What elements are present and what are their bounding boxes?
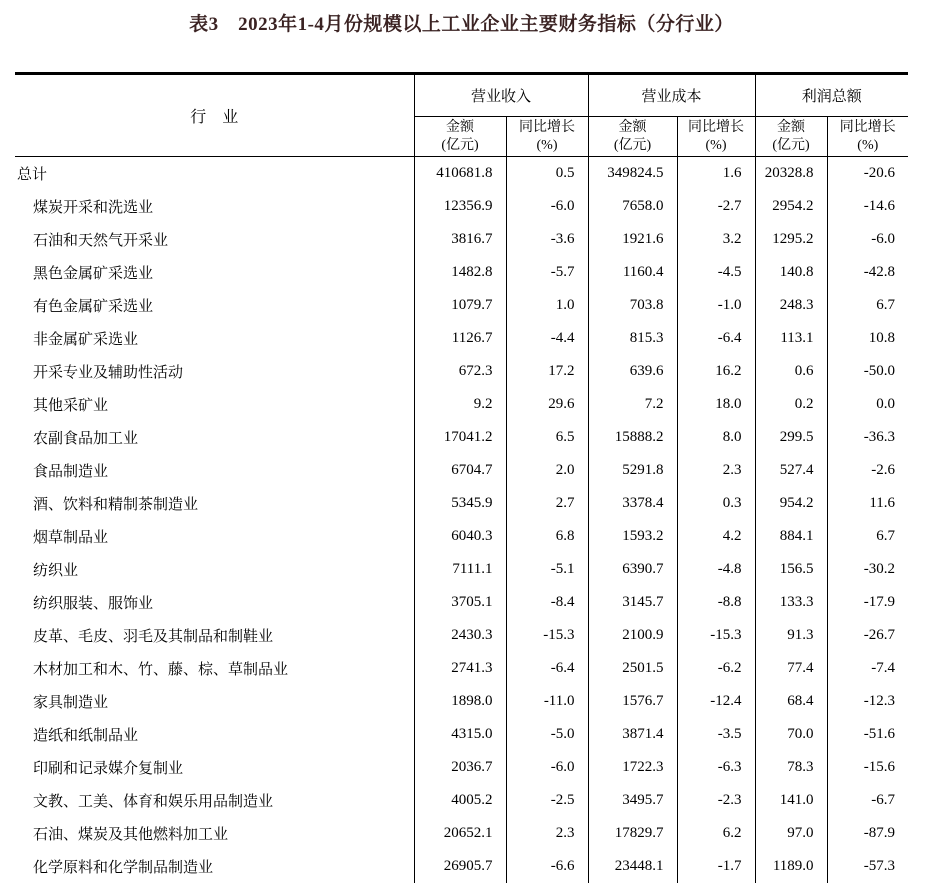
table-row [15, 718, 908, 751]
value-cell: 3.2 [677, 223, 755, 256]
value-cell: 4005.2 [414, 784, 506, 817]
value-cell: -20.6 [827, 157, 908, 191]
table-row [15, 355, 908, 388]
value-cell: -51.6 [827, 718, 908, 751]
value-cell: 3816.7 [414, 223, 506, 256]
value-cell: 1295.2 [755, 223, 827, 256]
industry-name-cell: 其他采矿业 [15, 388, 414, 421]
value-cell: 7.2 [588, 388, 677, 421]
value-cell: 2954.2 [755, 190, 827, 223]
industry-name-cell: 家具制造业 [15, 685, 414, 718]
value-cell: -3.6 [506, 223, 588, 256]
table-row [15, 157, 908, 191]
value-cell: -57.3 [827, 850, 908, 883]
value-cell: 7111.1 [414, 553, 506, 586]
value-cell: -6.4 [506, 652, 588, 685]
value-cell: 1593.2 [588, 520, 677, 553]
value-cell: 141.0 [755, 784, 827, 817]
value-cell: 6.2 [677, 817, 755, 850]
value-cell: 703.8 [588, 289, 677, 322]
value-cell: 299.5 [755, 421, 827, 454]
value-cell: -26.7 [827, 619, 908, 652]
table-row [15, 289, 908, 322]
value-cell: 17829.7 [588, 817, 677, 850]
value-cell: 12356.9 [414, 190, 506, 223]
value-cell: -15.6 [827, 751, 908, 784]
table-row [15, 190, 908, 223]
value-cell: 815.3 [588, 322, 677, 355]
value-cell: 0.2 [755, 388, 827, 421]
value-cell: -4.5 [677, 256, 755, 289]
value-cell: 6.5 [506, 421, 588, 454]
value-cell: 18.0 [677, 388, 755, 421]
industry-name-cell: 造纸和纸制品业 [15, 718, 414, 751]
value-cell: -5.0 [506, 718, 588, 751]
value-cell: -12.4 [677, 685, 755, 718]
value-cell: 20652.1 [414, 817, 506, 850]
value-cell: 140.8 [755, 256, 827, 289]
value-cell: -15.3 [677, 619, 755, 652]
table-row [15, 454, 908, 487]
value-cell: -6.0 [506, 190, 588, 223]
value-cell: -7.4 [827, 652, 908, 685]
value-cell: 17.2 [506, 355, 588, 388]
value-cell: 156.5 [755, 553, 827, 586]
industry-name-cell: 总计 [15, 157, 414, 191]
value-cell: -2.6 [827, 454, 908, 487]
header-group-row [15, 74, 908, 117]
industry-name-cell: 石油、煤炭及其他燃料加工业 [15, 817, 414, 850]
value-cell: 248.3 [755, 289, 827, 322]
value-cell: 97.0 [755, 817, 827, 850]
value-cell: 3705.1 [414, 586, 506, 619]
value-cell: 2741.3 [414, 652, 506, 685]
value-cell: 954.2 [755, 487, 827, 520]
table-row [15, 520, 908, 553]
table-row [15, 586, 908, 619]
value-cell: -8.4 [506, 586, 588, 619]
table-row [15, 685, 908, 718]
value-cell: 2.3 [677, 454, 755, 487]
value-cell: 0.3 [677, 487, 755, 520]
value-cell: 1482.8 [414, 256, 506, 289]
value-cell: 3145.7 [588, 586, 677, 619]
industry-name-cell: 黑色金属矿采选业 [15, 256, 414, 289]
value-cell: -15.3 [506, 619, 588, 652]
value-cell: 2501.5 [588, 652, 677, 685]
value-cell: 2430.3 [414, 619, 506, 652]
value-cell: 133.3 [755, 586, 827, 619]
value-cell: 2100.9 [588, 619, 677, 652]
value-cell: 11.6 [827, 487, 908, 520]
value-cell: 1576.7 [588, 685, 677, 718]
value-cell: 77.4 [755, 652, 827, 685]
industry-name-cell: 化学原料和化学制品制造业 [15, 850, 414, 883]
cost-growth-header: 同比增长 (%) [677, 117, 755, 157]
table-row [15, 850, 908, 883]
industry-name-cell: 石油和天然气开采业 [15, 223, 414, 256]
value-cell: 6704.7 [414, 454, 506, 487]
table-row [15, 817, 908, 850]
value-cell: -1.7 [677, 850, 755, 883]
value-cell: 4315.0 [414, 718, 506, 751]
industry-name-cell: 农副食品加工业 [15, 421, 414, 454]
group-header-total-profit: 利润总额 [755, 74, 908, 117]
value-cell: 884.1 [755, 520, 827, 553]
table-body [15, 157, 908, 883]
value-cell: 672.3 [414, 355, 506, 388]
value-cell: 78.3 [755, 751, 827, 784]
value-cell: -6.0 [506, 751, 588, 784]
industry-column-header: 行 业 [15, 74, 414, 157]
value-cell: 3495.7 [588, 784, 677, 817]
industry-name-cell: 有色金属矿采选业 [15, 289, 414, 322]
value-cell: 8.0 [677, 421, 755, 454]
value-cell: -11.0 [506, 685, 588, 718]
value-cell: -5.1 [506, 553, 588, 586]
value-cell: 1189.0 [755, 850, 827, 883]
value-cell: 1722.3 [588, 751, 677, 784]
industry-name-cell: 开采专业及辅助性活动 [15, 355, 414, 388]
value-cell: 527.4 [755, 454, 827, 487]
value-cell: 7658.0 [588, 190, 677, 223]
value-cell: 349824.5 [588, 157, 677, 191]
value-cell: 15888.2 [588, 421, 677, 454]
value-cell: 3378.4 [588, 487, 677, 520]
industry-name-cell: 文教、工美、体育和娱乐用品制造业 [15, 784, 414, 817]
value-cell: -42.8 [827, 256, 908, 289]
value-cell: 16.2 [677, 355, 755, 388]
value-cell: 2036.7 [414, 751, 506, 784]
value-cell: -8.8 [677, 586, 755, 619]
value-cell: 1.0 [506, 289, 588, 322]
value-cell: -6.2 [677, 652, 755, 685]
value-cell: 91.3 [755, 619, 827, 652]
value-cell: -3.5 [677, 718, 755, 751]
value-cell: -6.3 [677, 751, 755, 784]
value-cell: 1898.0 [414, 685, 506, 718]
value-cell: 410681.8 [414, 157, 506, 191]
value-cell: -2.7 [677, 190, 755, 223]
revenue-growth-header: 同比增长 (%) [506, 117, 588, 157]
industry-name-cell: 食品制造业 [15, 454, 414, 487]
value-cell: -4.8 [677, 553, 755, 586]
value-cell: -12.3 [827, 685, 908, 718]
table-row [15, 784, 908, 817]
industry-name-cell: 烟草制品业 [15, 520, 414, 553]
value-cell: -14.6 [827, 190, 908, 223]
value-cell: 1160.4 [588, 256, 677, 289]
cost-amount-header: 金额 (亿元) [588, 117, 677, 157]
table-row [15, 553, 908, 586]
value-cell: 1079.7 [414, 289, 506, 322]
value-cell: 23448.1 [588, 850, 677, 883]
industry-name-cell: 酒、饮料和精制茶制造业 [15, 487, 414, 520]
value-cell: 0.0 [827, 388, 908, 421]
financial-indicators-table [15, 72, 908, 883]
value-cell: -6.6 [506, 850, 588, 883]
value-cell: 5291.8 [588, 454, 677, 487]
value-cell: 6.7 [827, 520, 908, 553]
table-row [15, 751, 908, 784]
value-cell: 70.0 [755, 718, 827, 751]
value-cell: -17.9 [827, 586, 908, 619]
value-cell: -2.3 [677, 784, 755, 817]
value-cell: -30.2 [827, 553, 908, 586]
value-cell: 6040.3 [414, 520, 506, 553]
industry-name-cell: 非金属矿采选业 [15, 322, 414, 355]
value-cell: 6390.7 [588, 553, 677, 586]
value-cell: 2.7 [506, 487, 588, 520]
value-cell: 17041.2 [414, 421, 506, 454]
value-cell: 10.8 [827, 322, 908, 355]
profit-growth-header: 同比增长 (%) [827, 117, 908, 157]
value-cell: -50.0 [827, 355, 908, 388]
value-cell: 6.7 [827, 289, 908, 322]
value-cell: 3871.4 [588, 718, 677, 751]
industry-name-cell: 木材加工和木、竹、藤、棕、草制品业 [15, 652, 414, 685]
revenue-amount-header: 金额 (亿元) [414, 117, 506, 157]
value-cell: 20328.8 [755, 157, 827, 191]
value-cell: 1126.7 [414, 322, 506, 355]
value-cell: 4.2 [677, 520, 755, 553]
value-cell: 29.6 [506, 388, 588, 421]
value-cell: 639.6 [588, 355, 677, 388]
industry-name-cell: 皮革、毛皮、羽毛及其制品和制鞋业 [15, 619, 414, 652]
value-cell: -4.4 [506, 322, 588, 355]
value-cell: -6.4 [677, 322, 755, 355]
value-cell: 9.2 [414, 388, 506, 421]
table-row [15, 256, 908, 289]
industry-name-cell: 煤炭开采和洗选业 [15, 190, 414, 223]
value-cell: 26905.7 [414, 850, 506, 883]
value-cell: -1.0 [677, 289, 755, 322]
data-table [15, 72, 908, 883]
value-cell: 1921.6 [588, 223, 677, 256]
table-row [15, 421, 908, 454]
table-row [15, 487, 908, 520]
value-cell: -6.0 [827, 223, 908, 256]
value-cell: 1.6 [677, 157, 755, 191]
value-cell: -6.7 [827, 784, 908, 817]
value-cell: -2.5 [506, 784, 588, 817]
table-title: 表3 2023年1-4月份规模以上工业企业主要财务指标（分行业） [15, 9, 908, 36]
profit-amount-header: 金额 (亿元) [755, 117, 827, 157]
value-cell: 0.5 [506, 157, 588, 191]
table-row [15, 619, 908, 652]
value-cell: -87.9 [827, 817, 908, 850]
table-row [15, 652, 908, 685]
value-cell: 2.3 [506, 817, 588, 850]
value-cell: 5345.9 [414, 487, 506, 520]
value-cell: 2.0 [506, 454, 588, 487]
industry-name-cell: 印刷和记录媒介复制业 [15, 751, 414, 784]
value-cell: 68.4 [755, 685, 827, 718]
group-header-operating-cost: 营业成本 [588, 74, 755, 117]
value-cell: 0.6 [755, 355, 827, 388]
table-row [15, 388, 908, 421]
industry-name-cell: 纺织业 [15, 553, 414, 586]
value-cell: 6.8 [506, 520, 588, 553]
industry-name-cell: 纺织服装、服饰业 [15, 586, 414, 619]
table-row [15, 223, 908, 256]
value-cell: 113.1 [755, 322, 827, 355]
table-row [15, 322, 908, 355]
group-header-operating-revenue: 营业收入 [414, 74, 588, 117]
value-cell: -5.7 [506, 256, 588, 289]
value-cell: -36.3 [827, 421, 908, 454]
